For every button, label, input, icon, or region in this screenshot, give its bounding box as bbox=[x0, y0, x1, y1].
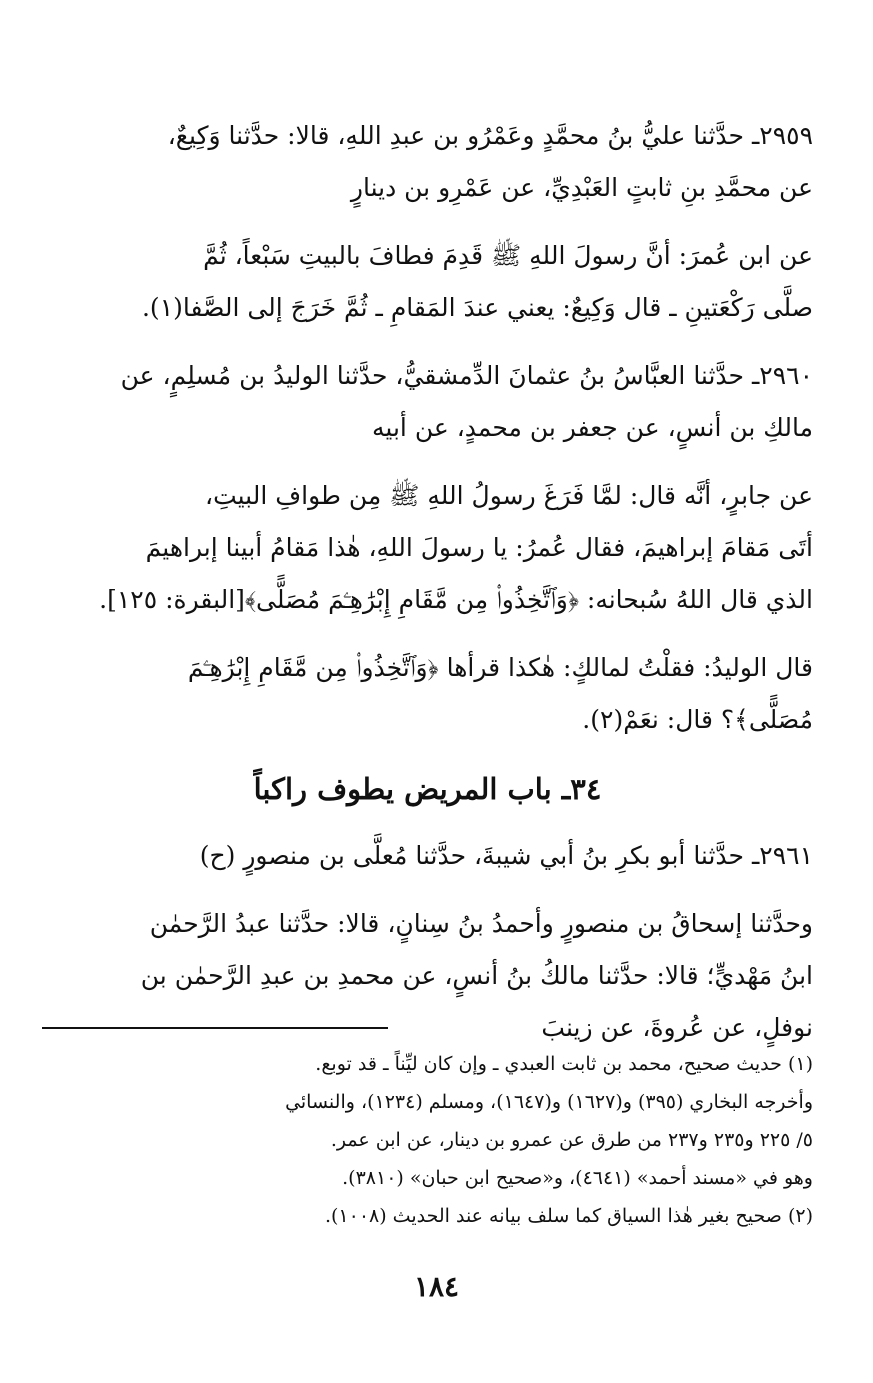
page-number: ١٨٤ bbox=[413, 1270, 460, 1303]
hadith-2960-comment bbox=[42, 642, 813, 746]
text-line: مُصَلًّى﴾؟ قال: نعَمْ(٢). bbox=[582, 705, 813, 734]
chapter-heading: ٣٤ـ باب المريض يطوف راكباً bbox=[253, 772, 602, 806]
footnotes bbox=[42, 1045, 813, 1235]
hadith-2959-matn bbox=[42, 230, 813, 334]
footnote-divider bbox=[42, 1027, 388, 1029]
text-line: عن محمَّدِ بنِ ثابتٍ العَبْدِيِّ، عن عَمْرِو بن دينارٍ bbox=[350, 173, 813, 202]
footnote-line: وأخرجه البخاري (٣٩٥) و(١٦٢٧) و(١٦٤٧)، ومسلم (١٢٣٤)، والنسائي bbox=[285, 1091, 813, 1113]
hadith-2960-isnad bbox=[42, 350, 813, 454]
text-line: الذي قال اللهُ سُبحانه: ﴿وَٱتَّخِذُوا۟ مِن مَّقَامِ إِبْرَٰهِـۧمَ مُصَلًّى﴾[البقرة: ١٢٥]. bbox=[99, 585, 813, 614]
hadith-2959-isnad bbox=[42, 110, 813, 214]
text-line: ٢٩٥٩ـ حدَّثنا عليُّ بنُ محمَّدٍ وعَمْرُو بن عبدِ اللهِ، قالا: حدَّثنا وَكِيعٌ، bbox=[167, 121, 813, 150]
hadith-2961-isnad bbox=[42, 830, 813, 882]
text-line: ابنُ مَهْديٍّ؛ قالا: حدَّثنا مالكُ بنُ أنسٍ، عن محمدِ بن عبدِ الرَّحمٰن بن bbox=[140, 961, 813, 990]
footnote-line: وهو في «مسند أحمد» (٤٦٤١)، و«صحيح ابن حبان» (٣٨١٠). bbox=[342, 1167, 813, 1189]
hadith-2961-isnad-cont bbox=[42, 898, 813, 1054]
text-line: وحدَّثنا إسحاقُ بن منصورٍ وأحمدُ بنُ سِنانٍ، قالا: حدَّثنا عبدُ الرَّحمٰن bbox=[149, 909, 813, 938]
text-line: عن جابرٍ، أنَّه قال: لمَّا فَرَغَ رسولُ اللهِ ﷺ مِن طوافِ البيتِ، bbox=[205, 481, 813, 510]
hadith-2960-matn bbox=[42, 470, 813, 626]
text-line: صلَّى رَكْعَتينِ ـ قال وَكِيعٌ: يعني عندَ المَقامِ ـ ثُمَّ خَرَجَ إلى الصَّفا(١). bbox=[141, 293, 813, 322]
footnote-line: ٥/ ٢٢٥ و٢٣٥ و٢٣٧ من طرق عن عمرو بن دينار، عن ابن عمر. bbox=[330, 1129, 813, 1151]
text-line: ٢٩٦٠ـ حدَّثنا العبَّاسُ بنُ عثمانَ الدِّمشقيُّ، حدَّثنا الوليدُ بن مُسلِمٍ، عن bbox=[120, 361, 813, 390]
footnote-line: (٢) صحيح بغير هٰذا السياق كما سلف بيانه عند الحديث (١٠٠٨). bbox=[324, 1205, 813, 1227]
text-line: ٢٩٦١ـ حدَّثنا أبو بكرِ بنُ أبي شيبةَ، حدَّثنا مُعلَّى بن منصورٍ (ح) bbox=[199, 841, 813, 870]
main-text bbox=[42, 110, 813, 1070]
footnote-line: (١) حديث صحيح، محمد بن ثابت العبدي ـ وإن كان ليِّناً ـ قد توبع. bbox=[315, 1053, 813, 1075]
text-line: عن ابن عُمرَ: أنَّ رسولَ اللهِ ﷺ قَدِمَ فطافَ بالبيتِ سَبْعاً، ثُمَّ bbox=[203, 241, 813, 270]
text-line: نوفلٍ، عن عُروةَ، عن زينبَ bbox=[541, 1013, 813, 1042]
text-line: قال الوليدُ: فقلْتُ لمالكٍ: هٰكذا قرأها ﴿وَٱتَّخِذُوا۟ مِن مَّقَامِ إِبْرَٰهِـۧمَ bbox=[187, 653, 813, 682]
text-line: مالكِ بن أنسٍ، عن جعفر بن محمدٍ، عن أبيه bbox=[372, 413, 813, 442]
text-line: أتَى مَقامَ إبراهيمَ، فقال عُمرُ: يا رسولَ اللهِ، هٰذا مَقامُ أبينا إبراهيمَ bbox=[145, 533, 813, 562]
